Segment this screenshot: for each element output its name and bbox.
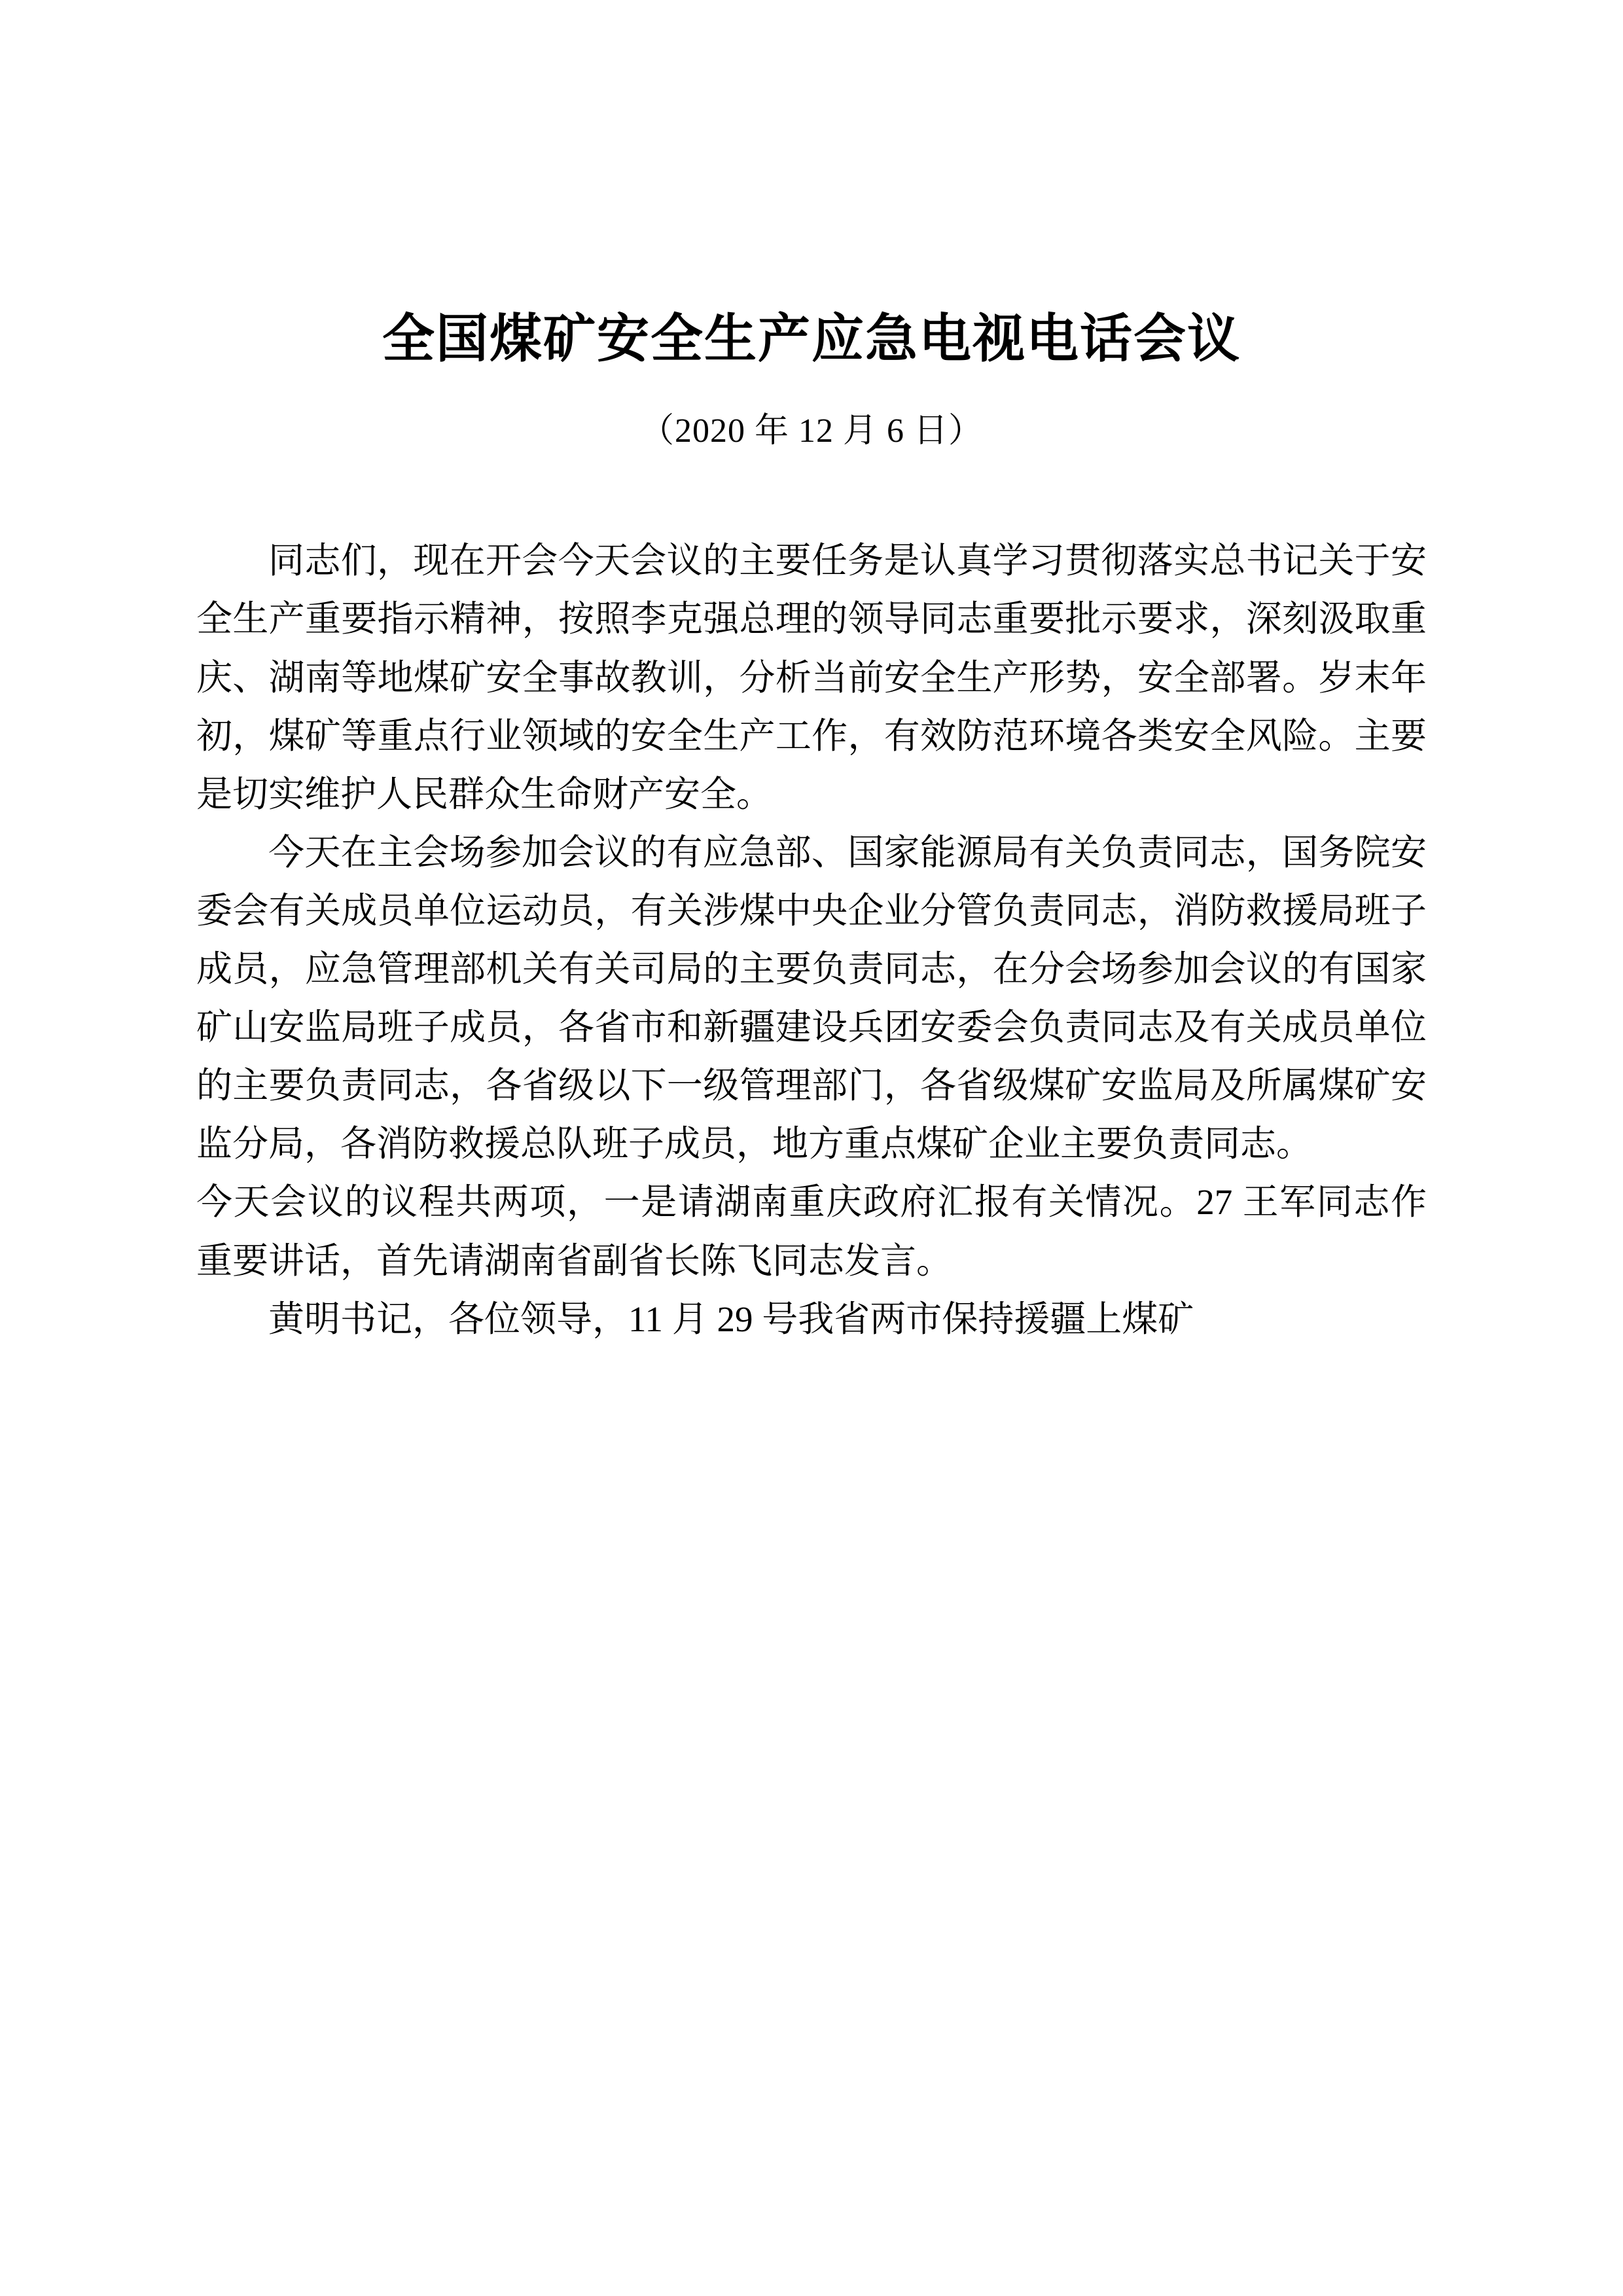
paragraph: 今天会议的议程共两项，一是请湖南重庆政府汇报有关情况。27 王军同志作重要讲话，首先请湖南省副省长陈飞同志发言。 (196, 1182, 1427, 1281)
document-body (196, 531, 1427, 1348)
paragraph: 黄明书记，各位领导，11 月 29 号我省两市保持援疆上煤矿 (268, 1299, 1194, 1339)
paragraph: 今天在主会场参加会议的有应急部、国家能源局有关负责同志，国务院安委会有关成员单位运动员，有关涉煤中央企业分管负责同志，消防救援局班子成员，应急管理部机关有关司局的主要负责同志，在分会场参加会议的有国家矿山安监局班子成员，各省市和新疆建设兵团安委会负责同志及有关成员单位的主要负责同志，各省级以下一级管理部门，各省级煤矿安监局及所属煤矿安监分局，各消防救援总队班子成员，地方重点煤矿企业主要负责同志。 (196, 832, 1427, 1164)
paragraph: 同志们，现在开会今天会议的主要任务是认真学习贯彻落实总书记关于安全生产重要指示精神，按照李克强总理的领导同志重要批示要求，深刻汲取重庆、湖南等地煤矿安全事故教训，分析当前安全生产形势，安全部署。岁末年初，煤矿等重点行业领域的安全生产工作，有效防范环境各类安全风险。主要是切实维护人民群众生命财产安全。 (196, 541, 1427, 814)
document-date: （2020 年 12 月 6 日） (639, 412, 983, 450)
page-title: 全国煤矿安全生产应急电视电话会议 (382, 310, 1241, 368)
